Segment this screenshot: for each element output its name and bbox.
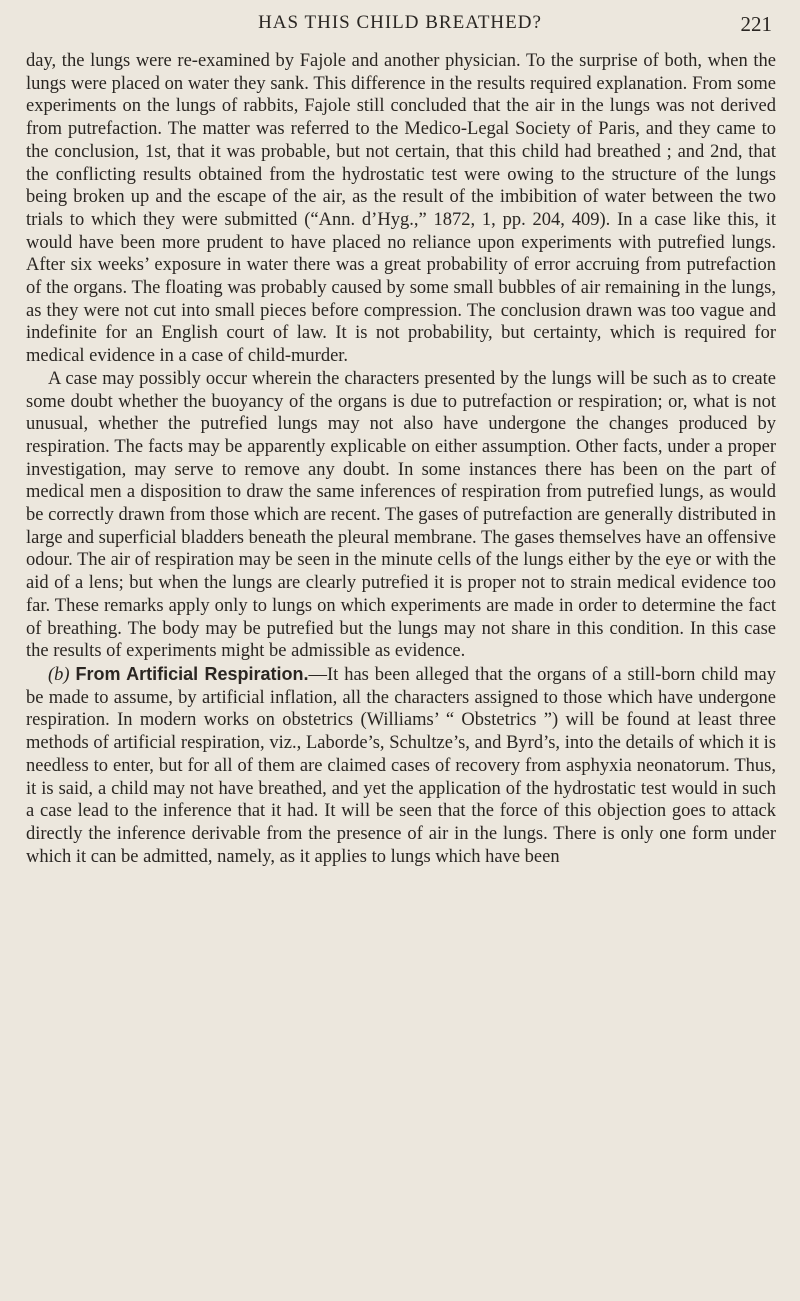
body-text (26, 50, 776, 868)
running-head (0, 12, 800, 42)
section-label: (b) (48, 664, 70, 685)
paragraph-3 (26, 663, 776, 868)
paragraph-1: day, the lungs were re-examined by Fajole and another physician. To the surprise of both, when the lungs were placed on water they sank. This difference in the results required explanation. From some experiments on the lungs of rabbits, Fajole still concluded that the air in the lungs was not derived from putrefaction. The matter was referred to the Medico-Legal Society of Paris, and they came to the conclusion, 1st, that it was probable, but not certain, that this child had breathed ; and 2nd, that the conflicting results obtained from the hydrostatic test were owing to the structure of the lungs being broken up and the escape of the air, as the result of the imbibition of water between the two trials to which they were submitted (“Ann. d’Hyg.,” 1872, 1, pp. 204, 409). In a case like this, it would have been more prudent to have placed no reliance upon experiments with putrefied lungs. After six weeks’ exposure in water there was a great probability of error accruing from putrefaction of the organs. The floating was probably caused by some small bubbles of air remaining in the lungs, as they were not cut into small pieces before compression. The conclusion drawn was too vague and indefinite for an English court of law. It is not probability, but certainty, which is required for medical evidence in a case of child-murder. (26, 51, 776, 367)
paragraph-3-text: —It has been alleged that the organs of a still-born child may be made to assume, by artificial inflation, all the characters assigned to those which have undergone respiration. In modern works on obstetrics (Williams’ “ Obstetrics ”) will be found at least three methods of artificial respiration, viz., Laborde’s, Schultze’s, and Byrd’s, into the details of which it is needless to enter, but for all of them are claimed cases of recovery from asphyxia neonatorum. Thus, it is said, a child may not have breathed, and yet the application of the hydrostatic test would in such a case lead to the inference that it had. It will be seen that the force of this objection goes to attack directly the inference derivable from the presence of air in the lungs. There is only one form under which it can be admitted, namely, as it applies to lungs which have been (26, 664, 777, 867)
running-title: HAS THIS CHILD BREATHED? (258, 12, 542, 33)
section-heading: From Artificial Respiration. (75, 663, 309, 684)
paragraph-2: A case may possibly occur wherein the characters presented by the lungs will be such as to create some doubt whether the buoyancy of the organs is due to putrefaction or respiration; or, what is not unusual, whether the putrefied lungs may not also have undergone the changes produced by respiration. The facts may be apparently explicable on either assumption. Other facts, under a proper investigation, may serve to remove any doubt. In some instances there has been on the part of medical men a disposition to draw the same inferences of respiration from putrefied lungs, as would be correctly drawn from those which are recent. The gases of putrefaction are generally distributed in large and superficial bladders beneath the pleural membrane. The gases themselves have an offensive odour. The air of respiration may be seen in the minute cells of the lungs either by the eye or with the aid of a lens; but when the lungs are clearly putrefied it is proper not to strain medical evidence too far. These remarks apply only to lungs on which experiments are made in order to determine the fact of breathing. The body may be putrefied but the lungs may not share in this condition. In this case the results of experiments might be admissible as evidence. (26, 368, 776, 662)
page-number: 221 (740, 12, 772, 36)
